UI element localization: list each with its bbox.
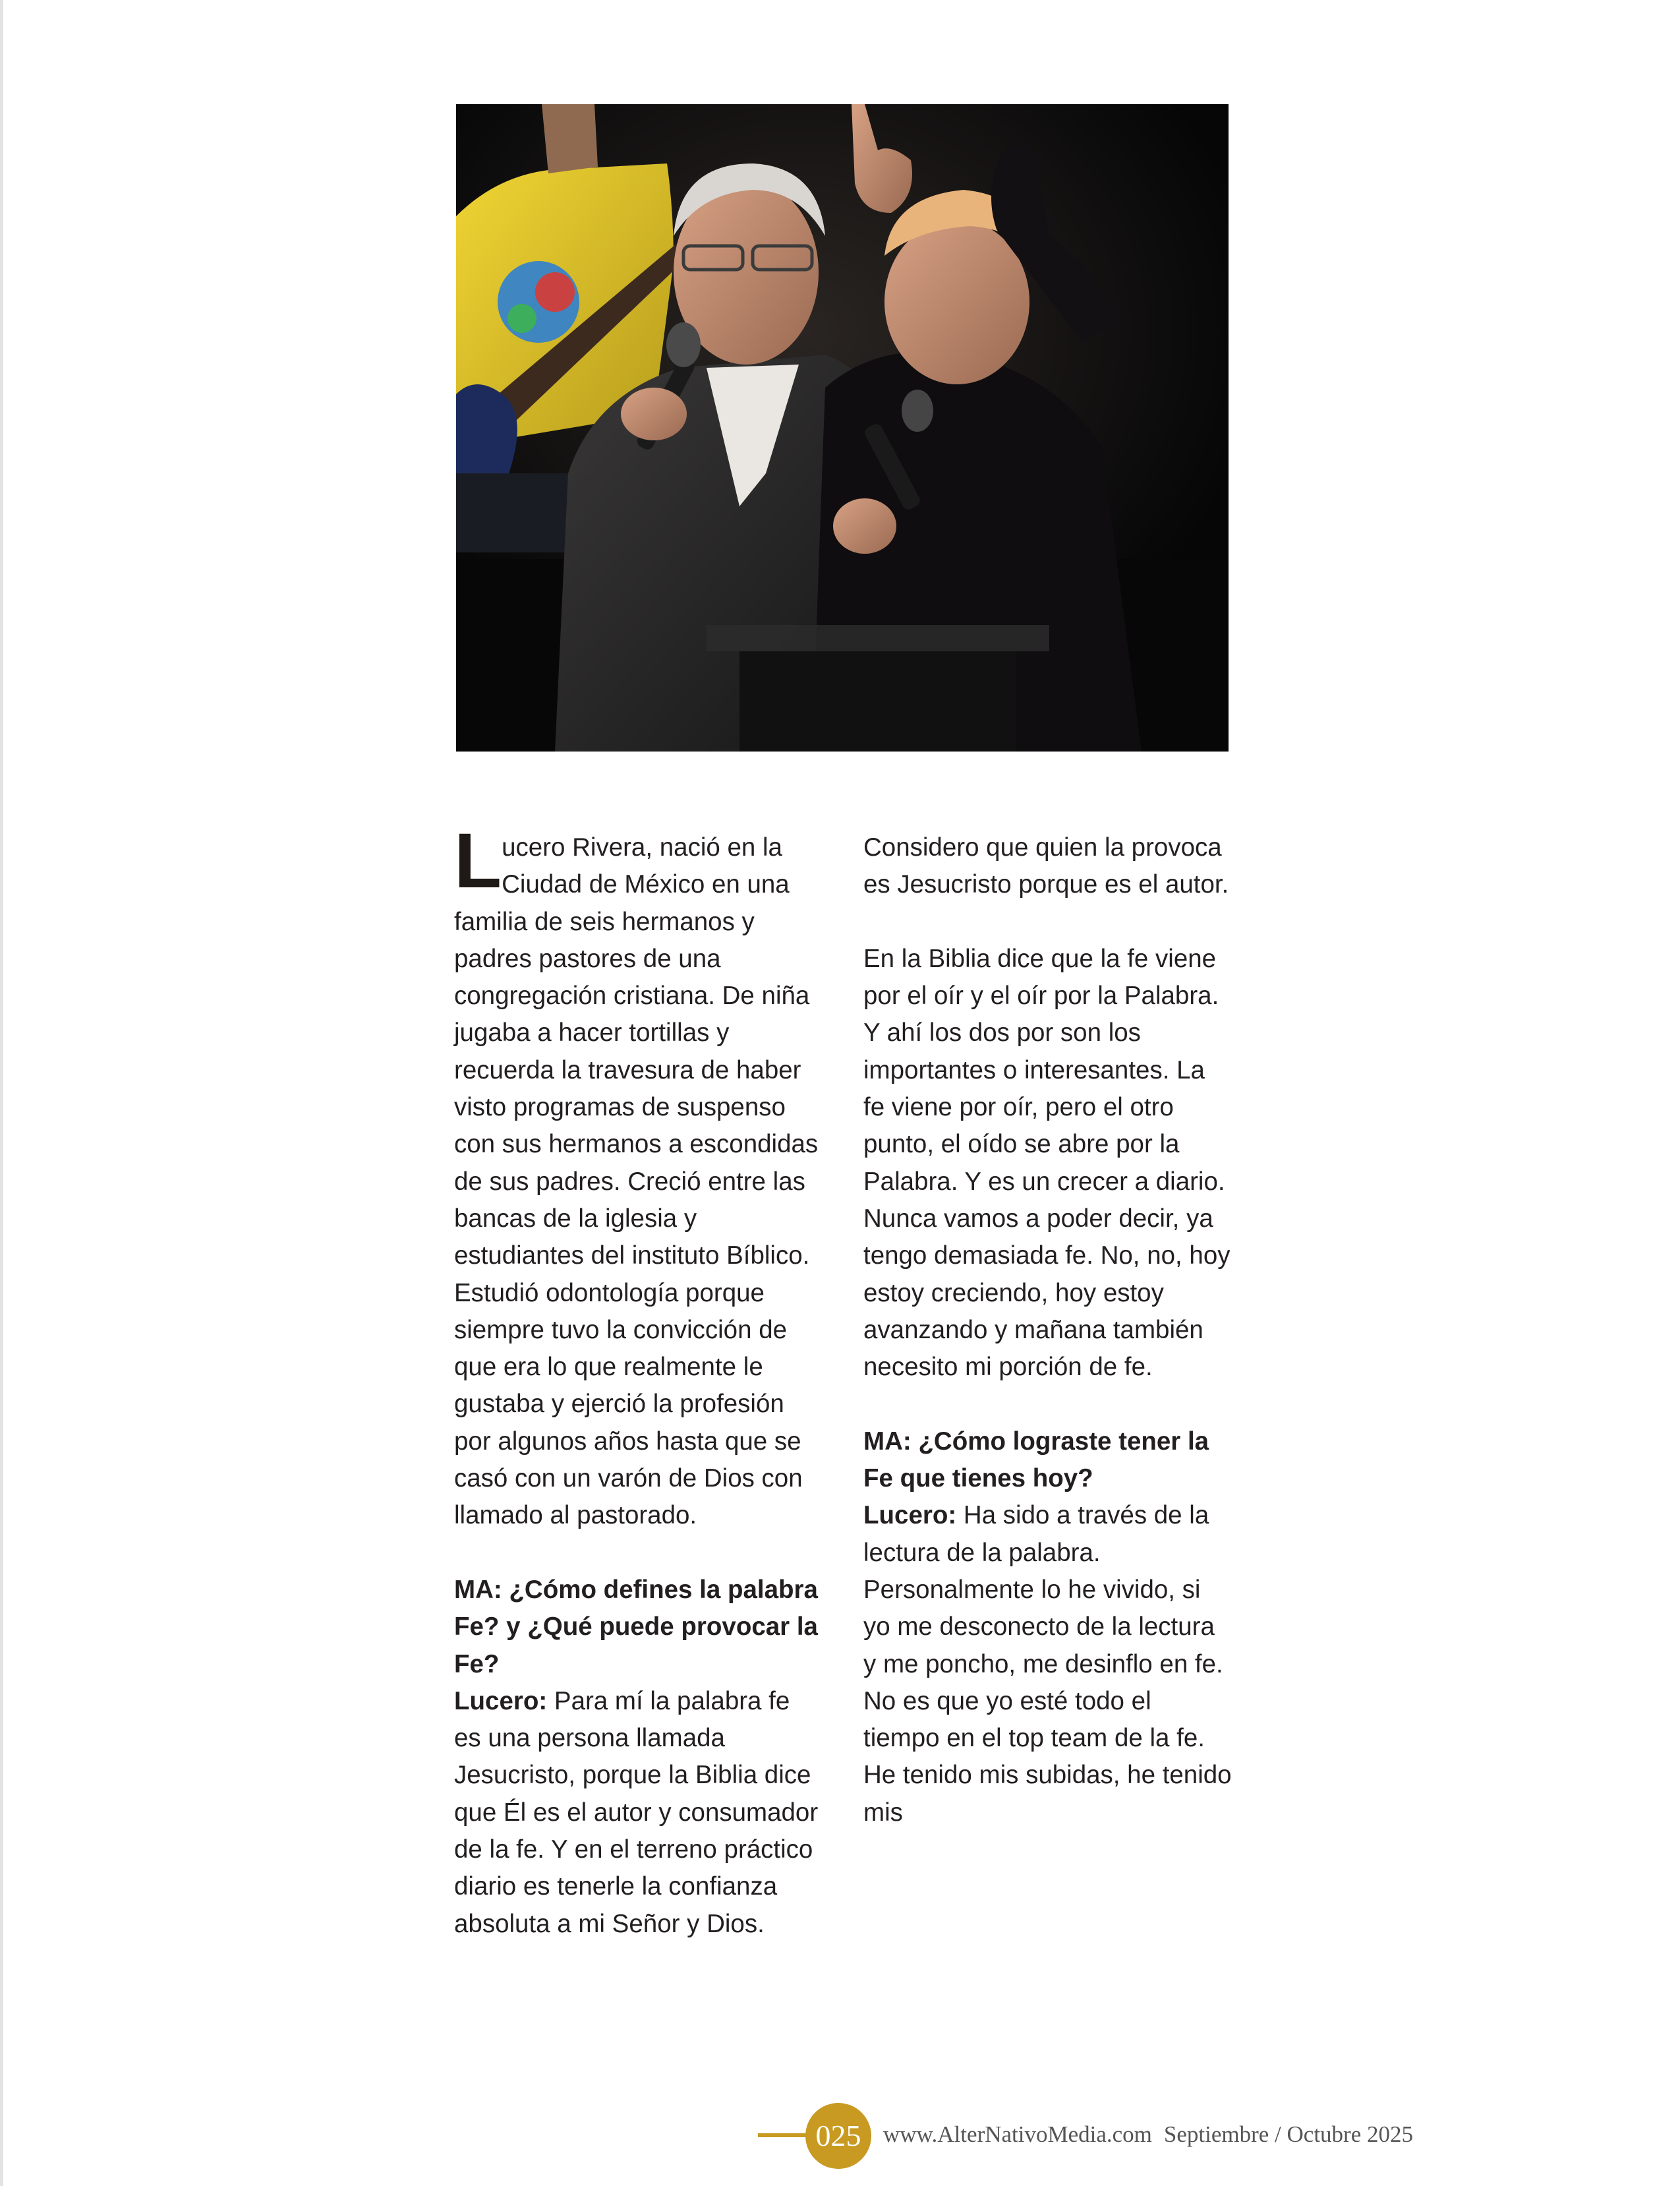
website-link[interactable]: www.AlterNativoMedia.com <box>883 2121 1152 2147</box>
drop-cap: L <box>454 817 502 904</box>
footer-accent-line <box>758 2133 809 2137</box>
footer-text <box>883 2116 1413 2153</box>
issue-date: Septiembre / Octubre 2025 <box>1163 2121 1414 2147</box>
stage-photo-illustration <box>456 104 1229 752</box>
answer-text: Para mí la palabra fe es una persona llamada Jesucristo, porque la Biblia dice que Él es el autor y consumador de la fe. Y en el terreno práctico diario es tenerle la confianza absoluta a mi Señor y Dios. <box>454 1686 819 1938</box>
intro-text: ucero Rivera, nació en la Ciudad de México en una familia de seis hermanos y padres pastores de una congregación cristiana. De niña jugaba a hacer tortillas y recuerda la travesura de haber visto programas de suspenso con sus hermanos a escondidas de sus padres. Creció entre las bancas de la iglesia y estudiantes del instituto Bíblico. Estudió odontología porque siempre tuvo la convicción de que era lo que realmente le gustaba y ejerció la profesión por algunos años hasta que se casó con un varón de Dios con llamado al pastorado. <box>454 833 819 1530</box>
speaker-label: Lucero: <box>454 1686 548 1715</box>
interview-answer-1 <box>454 1683 823 1943</box>
article-intro <box>454 817 823 1535</box>
page-footer <box>758 2102 1457 2170</box>
speaker-label: Lucero: <box>863 1501 957 1530</box>
page-number: 025 <box>805 2103 871 2169</box>
page-edge <box>0 0 3 2186</box>
interview-question-1: MA: ¿Cómo defines la palabra Fe? y ¿Qué puede provocar la Fe? <box>454 1575 818 1678</box>
interview-answer-1-continued: Considero que quien la provoca es Jesucristo porque es el autor. <box>863 833 1229 899</box>
article-photo <box>456 104 1229 752</box>
article-column-left <box>454 817 823 1943</box>
answer-text: Ha sido a través de la lectura de la palabra. Personalmente lo he vivido, si yo me desconecto de la lectura y me poncho, me desinflo en fe. No es que yo esté todo el tiempo en el top team de la fe. He tenido mis subidas, he tenido mis <box>863 1501 1232 1827</box>
interview-answer-2 <box>863 1497 1232 1831</box>
interview-question-2: MA: ¿Cómo lograste tener la Fe que tienes hoy? <box>863 1427 1209 1493</box>
article-column-right <box>863 829 1232 1831</box>
interview-answer-1-paragraph-2: En la Biblia dice que la fe viene por el oír y el oír por la Palabra. Y ahí los dos por son los importantes o interesantes. La fe viene por oír, pero el otro punto, el oído se abre por la Palabra. Y es un crecer a diario. Nunca vamos a poder decir, ya tengo demasiada fe. No, no, hoy estoy creciendo, hoy estoy avanzando y mañana también necesito mi porción de fe. <box>863 944 1231 1382</box>
